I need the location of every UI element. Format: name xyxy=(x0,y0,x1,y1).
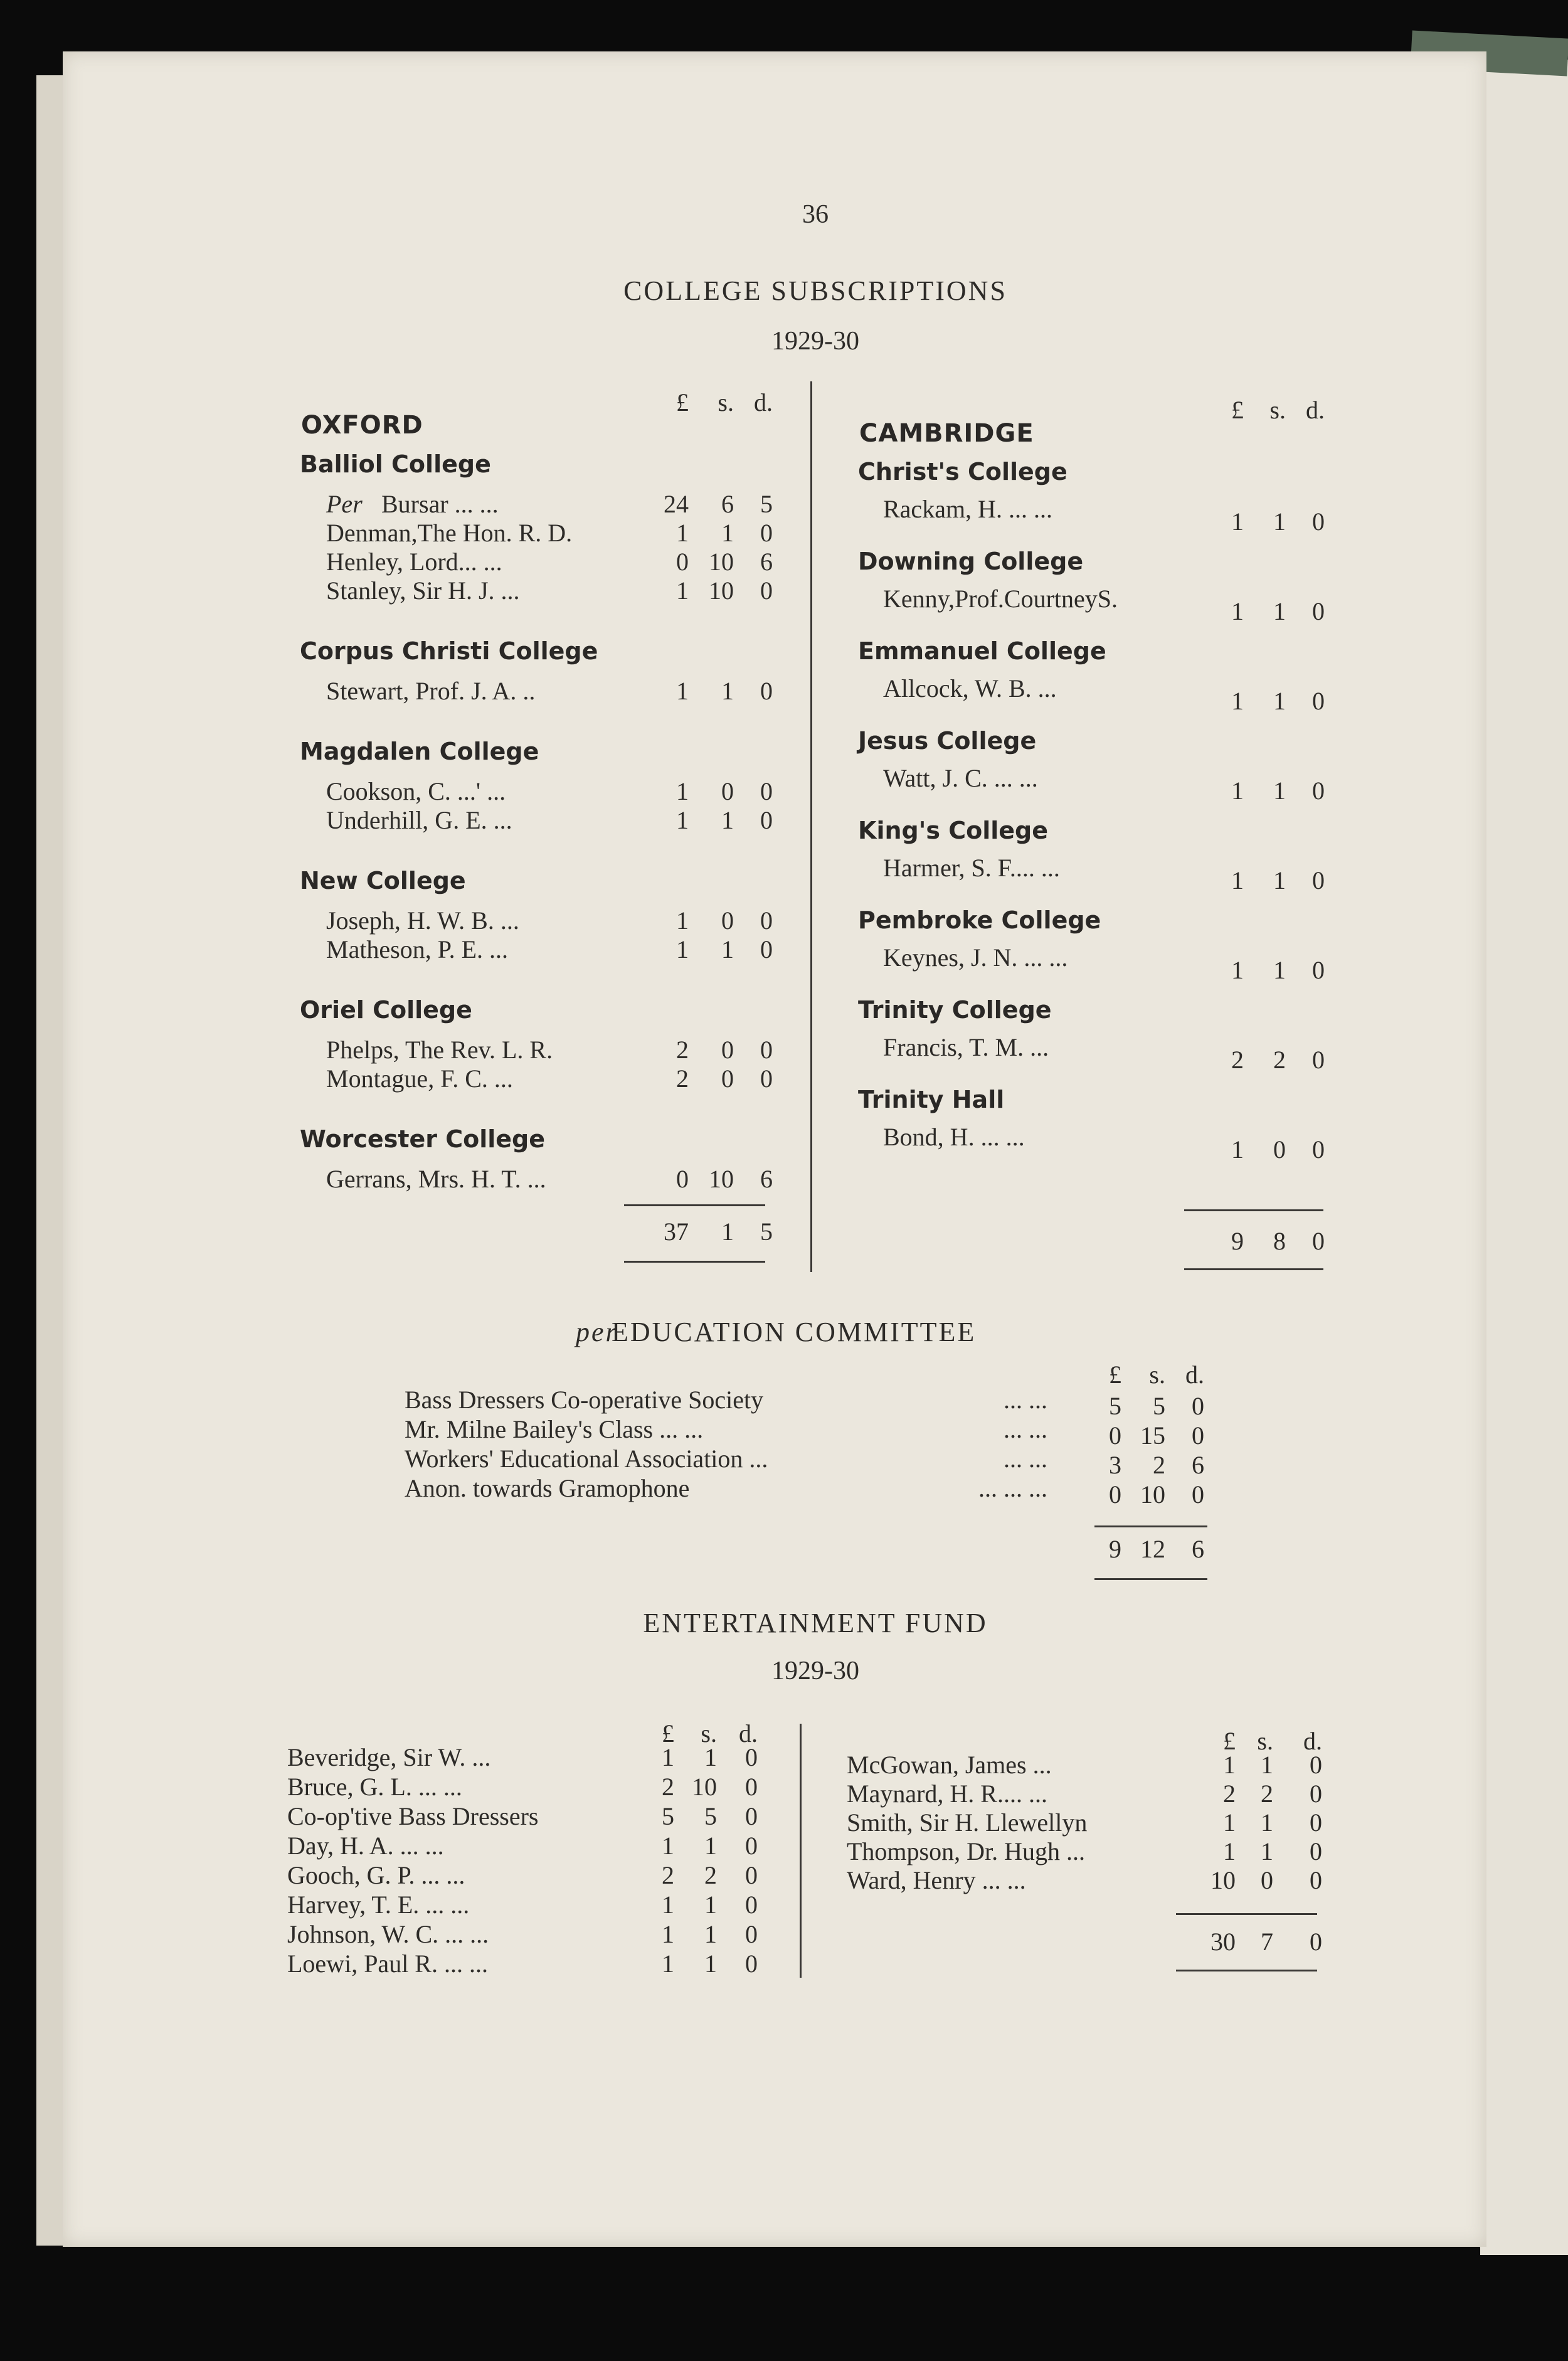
oxford-entry-pence: 0 xyxy=(760,576,773,605)
entertainment-left-entry-pence: 0 xyxy=(745,1802,758,1830)
entertainment-right-entry-pounds: 2 xyxy=(1223,1780,1236,1808)
entry-name: Montague, F. C. ... xyxy=(326,1064,513,1093)
adjacent-page xyxy=(1480,60,1568,2255)
entertainment-left-entry-shillings: 1 xyxy=(704,1891,717,1919)
cambridge-entry-pence: 0 xyxy=(1312,956,1325,984)
entry-name: Henley, Lord... ... xyxy=(326,548,502,576)
college-name: Trinity Hall xyxy=(858,1086,1005,1113)
education-entry-dots: ... ... xyxy=(1004,1445,1047,1473)
education-entry-pence: 0 xyxy=(1192,1392,1204,1420)
entertainment-right-entry-shillings: 0 xyxy=(1261,1866,1273,1894)
oxford-entry-shillings: 10 xyxy=(709,548,734,576)
ent-right-shillings-header: s. xyxy=(1257,1727,1273,1755)
cambridge-total-rule-bottom xyxy=(1184,1268,1323,1270)
oxford-entry-pence: 5 xyxy=(760,490,773,518)
oxford-entry-pence: 0 xyxy=(760,906,773,935)
entertainment-right-entry-shillings: 1 xyxy=(1261,1808,1273,1837)
cambridge-entry-pounds: 1 xyxy=(1231,956,1244,984)
page-number: 36 xyxy=(802,200,829,229)
entertainment-right-entry-pounds: 1 xyxy=(1223,1837,1236,1865)
cambridge-entry-shillings: 1 xyxy=(1273,687,1286,715)
college-name: Christ's College xyxy=(858,458,1067,485)
oxford-entry-pence: 0 xyxy=(760,1036,773,1064)
entertainment-entry-name: Co-op'tive Bass Dressers xyxy=(287,1802,539,1830)
college-name: Pembroke College xyxy=(858,906,1101,934)
cambridge-entry-pence: 0 xyxy=(1312,777,1325,805)
cambridge-pence-header: d. xyxy=(1306,396,1325,424)
education-total-pence: 6 xyxy=(1192,1535,1204,1563)
education-entry-pounds: 0 xyxy=(1109,1480,1121,1509)
cambridge-total-rule-top xyxy=(1184,1209,1323,1211)
entertainment-entry-name: Smith, Sir H. Llewellyn xyxy=(847,1808,1088,1837)
education-entry-dots: ... ... ... xyxy=(978,1474,1047,1502)
entertainment-right-entry-pence: 0 xyxy=(1310,1866,1322,1894)
entry-name: Phelps, The Rev. L. R. xyxy=(326,1036,553,1064)
oxford-entry-shillings: 0 xyxy=(721,777,734,805)
oxford-entry-pence: 0 xyxy=(760,935,773,963)
entry-name: Francis, T. M. ... xyxy=(883,1033,1049,1061)
education-shillings-header: s. xyxy=(1149,1361,1165,1389)
education-entry-pounds: 3 xyxy=(1109,1451,1121,1479)
cambridge-entry-pence: 0 xyxy=(1312,597,1325,625)
oxford-entry-pence: 0 xyxy=(760,806,773,834)
entry-name: Stanley, Sir H. J. ... xyxy=(326,576,520,605)
entertainment-total-shillings: 7 xyxy=(1261,1928,1273,1956)
education-entry-shillings: 5 xyxy=(1153,1392,1165,1420)
entry-name: Bond, H. ... ... xyxy=(883,1123,1025,1151)
entertainment-left-entry-pounds: 5 xyxy=(662,1802,674,1830)
cambridge-entry-shillings: 1 xyxy=(1273,597,1286,625)
cambridge-entry-pence: 0 xyxy=(1312,507,1325,536)
education-entry-pounds: 0 xyxy=(1109,1421,1121,1450)
entertainment-left-entry-pence: 0 xyxy=(745,1920,758,1948)
entertainment-left-entry-pounds: 2 xyxy=(662,1861,674,1889)
entry-name: Denman,The Hon. R. D. xyxy=(326,519,573,547)
college-name: New College xyxy=(300,867,466,894)
education-title-prefix: per xyxy=(576,1317,618,1347)
oxford-entry-pounds: 2 xyxy=(676,1036,689,1064)
ent-left-shillings-header: s. xyxy=(701,1719,717,1748)
cambridge-entry-pounds: 1 xyxy=(1231,866,1244,894)
entertainment-total-pence: 0 xyxy=(1310,1928,1322,1956)
entertainment-left-entry-shillings: 1 xyxy=(704,1832,717,1860)
entry-name: Harmer, S. F.... ... xyxy=(883,854,1060,882)
entertainment-total-pounds: 30 xyxy=(1210,1928,1236,1956)
entertainment-total-rule-bottom xyxy=(1176,1970,1317,1971)
education-entry-pounds: 5 xyxy=(1109,1392,1121,1420)
oxford-entry-pounds: 1 xyxy=(676,935,689,963)
oxford-entry-pounds: 1 xyxy=(676,677,689,705)
oxford-entry-shillings: 10 xyxy=(709,1165,734,1193)
entertainment-entry-name: Johnson, W. C. ... ... xyxy=(287,1920,489,1948)
ent-left-pence-header: d. xyxy=(739,1719,758,1748)
entry-name: Stewart, Prof. J. A. .. xyxy=(326,677,536,705)
cambridge-entry-shillings: 1 xyxy=(1273,956,1286,984)
entertainment-divider xyxy=(800,1724,802,1978)
section-year: 1929-30 xyxy=(771,327,859,356)
cambridge-entry-pounds: 1 xyxy=(1231,1135,1244,1164)
oxford-entry-pence: 0 xyxy=(760,677,773,705)
entertainment-left-entry-shillings: 10 xyxy=(692,1773,717,1801)
cambridge-entry-shillings: 1 xyxy=(1273,777,1286,805)
oxford-entry-pounds: 1 xyxy=(676,906,689,935)
oxford-total-rule-bottom xyxy=(624,1261,765,1263)
oxford-entry-pounds: 0 xyxy=(676,1165,689,1193)
oxford-entry-pence: 0 xyxy=(760,777,773,805)
entertainment-entry-name: Ward, Henry ... ... xyxy=(847,1866,1026,1894)
education-entry-shillings: 2 xyxy=(1153,1451,1165,1479)
entertainment-left-entry-shillings: 1 xyxy=(704,1920,717,1948)
oxford-heading: OXFORD xyxy=(301,411,423,440)
entry-name: Cookson, C. ...' ... xyxy=(326,777,506,805)
oxford-entry-pence: 6 xyxy=(760,548,773,576)
education-entry-name: Anon. towards Gramophone xyxy=(405,1474,690,1502)
oxford-entry-shillings: 1 xyxy=(721,935,734,963)
entertainment-title: ENTERTAINMENT FUND xyxy=(643,1608,988,1638)
oxford-entry-pounds: 0 xyxy=(676,548,689,576)
college-name: Jesus College xyxy=(858,727,1037,755)
entry-name: Rackam, H. ... ... xyxy=(883,495,1052,523)
ent-right-pounds-header: £ xyxy=(1223,1727,1236,1755)
education-entry-pence: 0 xyxy=(1192,1480,1204,1509)
column-divider xyxy=(810,381,812,1272)
cambridge-entry-pence: 0 xyxy=(1312,687,1325,715)
oxford-pounds-header: £ xyxy=(676,388,689,416)
cambridge-entry-pence: 0 xyxy=(1312,1046,1325,1074)
cambridge-entry-pounds: 1 xyxy=(1231,597,1244,625)
oxford-entry-pence: 6 xyxy=(760,1165,773,1193)
oxford-total-pence: 5 xyxy=(760,1218,773,1246)
entertainment-right-entry-pence: 0 xyxy=(1310,1780,1322,1808)
entertainment-left-entry-pence: 0 xyxy=(745,1861,758,1889)
entry-prefix: Per xyxy=(326,490,363,518)
entertainment-entry-name: Thompson, Dr. Hugh ... xyxy=(847,1837,1085,1865)
oxford-pence-header: d. xyxy=(754,388,773,416)
entry-name: Allcock, W. B. ... xyxy=(883,674,1057,703)
education-total-pounds: 9 xyxy=(1109,1535,1121,1563)
college-name: Magdalen College xyxy=(300,738,539,765)
entertainment-entry-name: Maynard, H. R.... ... xyxy=(847,1780,1047,1808)
oxford-entry-shillings: 1 xyxy=(721,677,734,705)
section-title: COLLEGE SUBSCRIPTIONS xyxy=(623,275,1007,306)
entertainment-left-entry-shillings: 1 xyxy=(704,1950,717,1978)
entry-name: Underhill, G. E. ... xyxy=(326,806,512,834)
entertainment-entry-name: Harvey, T. E. ... ... xyxy=(287,1891,470,1919)
entry-name: Bursar ... ... xyxy=(381,490,499,518)
cambridge-shillings-header: s. xyxy=(1269,396,1286,424)
entertainment-left-entry-pence: 0 xyxy=(745,1891,758,1919)
education-entry-dots: ... ... xyxy=(1004,1386,1047,1414)
entertainment-year: 1929-30 xyxy=(771,1657,859,1685)
entertainment-left-entry-pounds: 2 xyxy=(662,1773,674,1801)
oxford-entry-pounds: 2 xyxy=(676,1064,689,1093)
entertainment-right-entry-pounds: 1 xyxy=(1223,1751,1236,1779)
cambridge-total-pounds: 9 xyxy=(1231,1227,1244,1255)
oxford-total-shillings: 1 xyxy=(721,1218,734,1246)
entertainment-left-entry-pounds: 1 xyxy=(662,1891,674,1919)
education-entry-shillings: 10 xyxy=(1140,1480,1165,1509)
entertainment-left-entry-pounds: 1 xyxy=(662,1950,674,1978)
cambridge-entry-shillings: 1 xyxy=(1273,507,1286,536)
cambridge-entry-pounds: 1 xyxy=(1231,507,1244,536)
entertainment-right-entry-pounds: 1 xyxy=(1223,1808,1236,1837)
entertainment-left-entry-pounds: 1 xyxy=(662,1832,674,1860)
oxford-entry-pence: 0 xyxy=(760,519,773,547)
education-entry-pence: 0 xyxy=(1192,1421,1204,1450)
oxford-entry-pounds: 24 xyxy=(664,490,689,518)
entertainment-left-entry-shillings: 5 xyxy=(704,1802,717,1830)
cambridge-entry-pounds: 1 xyxy=(1231,687,1244,715)
oxford-entry-shillings: 0 xyxy=(721,906,734,935)
cambridge-entry-pence: 0 xyxy=(1312,1135,1325,1164)
entertainment-left-entry-pounds: 1 xyxy=(662,1920,674,1948)
oxford-entry-pounds: 1 xyxy=(676,519,689,547)
entertainment-left-entry-pence: 0 xyxy=(745,1832,758,1860)
entertainment-right-entry-pounds: 10 xyxy=(1210,1866,1236,1894)
entertainment-entry-name: Loewi, Paul R. ... ... xyxy=(287,1950,488,1978)
college-name: Worcester College xyxy=(300,1125,546,1153)
entertainment-right-entry-pence: 0 xyxy=(1310,1751,1322,1779)
entry-name: Kenny,Prof.CourtneyS. xyxy=(883,585,1118,613)
cambridge-entry-pounds: 1 xyxy=(1231,777,1244,805)
oxford-entry-pounds: 1 xyxy=(676,576,689,605)
college-name: King's College xyxy=(858,817,1048,844)
entertainment-entry-name: Gooch, G. P. ... ... xyxy=(287,1861,465,1889)
entertainment-entry-name: Bruce, G. L. ... ... xyxy=(287,1773,462,1801)
entertainment-left-entry-pence: 0 xyxy=(745,1950,758,1978)
entertainment-entry-name: Beveridge, Sir W. ... xyxy=(287,1743,491,1771)
oxford-entry-shillings: 1 xyxy=(721,519,734,547)
oxford-entry-shillings: 0 xyxy=(721,1064,734,1093)
cambridge-total-pence: 0 xyxy=(1312,1227,1325,1255)
oxford-total-pounds: 37 xyxy=(664,1218,689,1246)
education-entry-name: Workers' Educational Association ... xyxy=(405,1445,768,1473)
cambridge-pounds-header: £ xyxy=(1231,396,1244,424)
entertainment-left-entry-pence: 0 xyxy=(745,1743,758,1771)
entertainment-right-entry-pence: 0 xyxy=(1310,1808,1322,1837)
cambridge-entry-pence: 0 xyxy=(1312,866,1325,894)
education-entry-name: Mr. Milne Bailey's Class ... ... xyxy=(405,1415,704,1443)
education-total-rule-top xyxy=(1094,1525,1207,1527)
cambridge-total-shillings: 8 xyxy=(1273,1227,1286,1255)
oxford-shillings-header: s. xyxy=(718,388,734,416)
oxford-entry-shillings: 1 xyxy=(721,806,734,834)
education-total-rule-bottom xyxy=(1094,1578,1207,1580)
cambridge-entry-shillings: 0 xyxy=(1273,1135,1286,1164)
entertainment-entry-name: Day, H. A. ... ... xyxy=(287,1832,444,1860)
entertainment-right-entry-shillings: 1 xyxy=(1261,1751,1273,1779)
college-name: Emmanuel College xyxy=(858,637,1106,665)
cambridge-entry-pounds: 2 xyxy=(1231,1046,1244,1074)
college-name: Downing College xyxy=(858,548,1084,575)
entertainment-left-entry-pounds: 1 xyxy=(662,1743,674,1771)
college-name: Balliol College xyxy=(300,450,491,478)
entry-name: Gerrans, Mrs. H. T. ... xyxy=(326,1165,546,1193)
education-entry-shillings: 15 xyxy=(1140,1421,1165,1450)
education-entry-dots: ... ... xyxy=(1004,1415,1047,1443)
oxford-entry-pounds: 1 xyxy=(676,777,689,805)
entertainment-entry-name: McGowan, James ... xyxy=(847,1751,1052,1779)
education-total-shillings: 12 xyxy=(1140,1535,1165,1563)
entertainment-left-entry-pence: 0 xyxy=(745,1773,758,1801)
oxford-entry-shillings: 6 xyxy=(721,490,734,518)
entry-name: Keynes, J. N. ... ... xyxy=(883,943,1068,972)
cambridge-entry-shillings: 1 xyxy=(1273,866,1286,894)
education-pence-header: d. xyxy=(1185,1361,1204,1389)
entertainment-left-entry-shillings: 2 xyxy=(704,1861,717,1889)
ent-right-pence-header: d. xyxy=(1303,1727,1322,1755)
oxford-entry-shillings: 10 xyxy=(709,576,734,605)
entertainment-right-entry-pence: 0 xyxy=(1310,1837,1322,1865)
cambridge-entry-shillings: 2 xyxy=(1273,1046,1286,1074)
entertainment-right-entry-shillings: 2 xyxy=(1261,1780,1273,1808)
education-title: EDUCATION COMMITTEE xyxy=(612,1317,977,1347)
education-pounds-header: £ xyxy=(1109,1361,1121,1389)
entertainment-total-rule-top xyxy=(1176,1913,1317,1915)
college-name: Corpus Christi College xyxy=(300,637,598,665)
college-name: Trinity College xyxy=(858,996,1052,1024)
oxford-total-rule-top xyxy=(624,1204,765,1206)
education-entry-pence: 6 xyxy=(1192,1451,1204,1479)
cambridge-heading: CAMBRIDGE xyxy=(859,419,1034,448)
entry-name: Watt, J. C. ... ... xyxy=(883,764,1038,792)
entertainment-right-entry-shillings: 1 xyxy=(1261,1837,1273,1865)
oxford-entry-pence: 0 xyxy=(760,1064,773,1093)
ent-left-pounds-header: £ xyxy=(662,1719,674,1748)
document-page xyxy=(63,51,1486,2247)
entry-name: Matheson, P. E. ... xyxy=(326,935,508,963)
college-name: Oriel College xyxy=(300,996,472,1024)
entry-name: Joseph, H. W. B. ... xyxy=(326,906,519,935)
oxford-entry-pounds: 1 xyxy=(676,806,689,834)
oxford-entry-shillings: 0 xyxy=(721,1036,734,1064)
education-entry-name: Bass Dressers Co-operative Society xyxy=(405,1386,764,1414)
entertainment-left-entry-shillings: 1 xyxy=(704,1743,717,1771)
